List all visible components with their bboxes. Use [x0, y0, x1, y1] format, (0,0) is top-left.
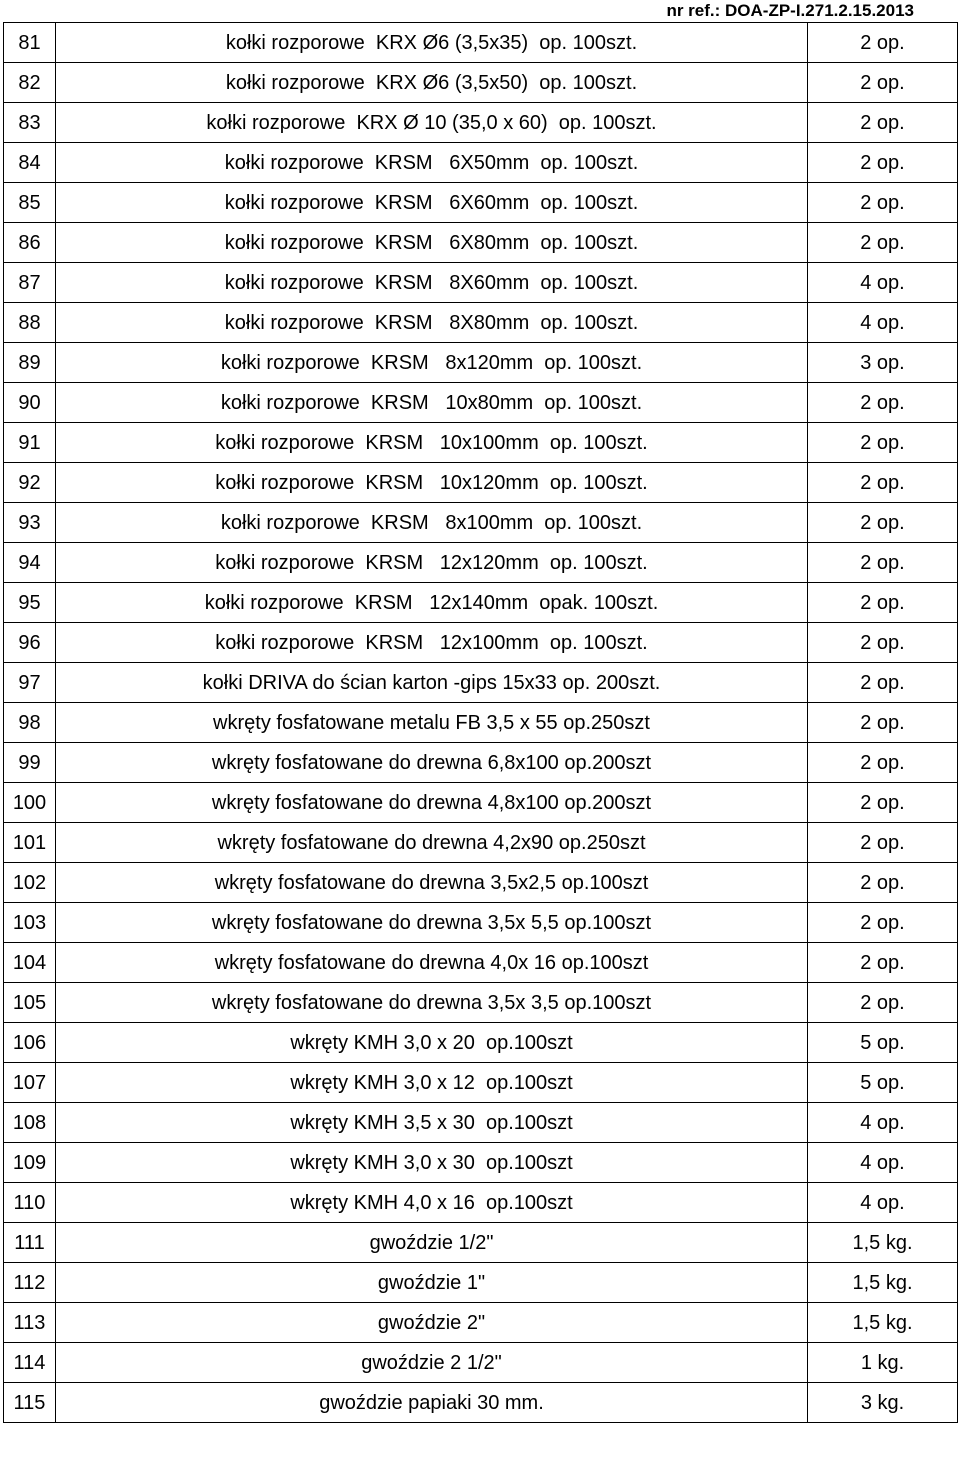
item-name: kołki rozporowe KRSM 6X50mm op. 100szt. [56, 143, 808, 183]
document-reference: nr ref.: DOA-ZP-I.271.2.15.2013 [666, 1, 914, 20]
item-name: kołki rozporowe KRX Ø6 (3,5x35) op. 100szt. [56, 23, 808, 63]
item-quantity: 2 op. [808, 143, 958, 183]
item-name: gwoździe 2 1/2" [56, 1343, 808, 1383]
item-quantity: 4 op. [808, 263, 958, 303]
table-row [4, 783, 958, 823]
item-name: kołki rozporowe KRSM 8x120mm op. 100szt. [56, 343, 808, 383]
item-quantity: 1,5 kg. [808, 1223, 958, 1263]
item-name: wkręty fosfatowane do drewna 3,5x2,5 op.100szt [56, 863, 808, 903]
item-quantity: 2 op. [808, 103, 958, 143]
row-number: 101 [4, 823, 56, 863]
table-row [4, 503, 958, 543]
table-row [4, 743, 958, 783]
row-number: 106 [4, 1023, 56, 1063]
row-number: 92 [4, 463, 56, 503]
row-number: 105 [4, 983, 56, 1023]
table-row [4, 383, 958, 423]
row-number: 103 [4, 903, 56, 943]
item-quantity: 5 op. [808, 1023, 958, 1063]
item-name: gwoździe 1" [56, 1263, 808, 1303]
table-row [4, 423, 958, 463]
item-name: wkręty KMH 3,5 x 30 op.100szt [56, 1103, 808, 1143]
row-number: 107 [4, 1063, 56, 1103]
row-number: 84 [4, 143, 56, 183]
item-name: wkręty fosfatowane do drewna 4,2x90 op.250szt [56, 823, 808, 863]
table-row [4, 943, 958, 983]
row-number: 102 [4, 863, 56, 903]
table-row [4, 983, 958, 1023]
table-row [4, 1103, 958, 1143]
table-row [4, 223, 958, 263]
item-quantity: 2 op. [808, 943, 958, 983]
item-quantity: 2 op. [808, 583, 958, 623]
row-number: 82 [4, 63, 56, 103]
table-row [4, 263, 958, 303]
row-number: 87 [4, 263, 56, 303]
table-row [4, 463, 958, 503]
item-name: kołki rozporowe KRSM 8X80mm op. 100szt. [56, 303, 808, 343]
row-number: 83 [4, 103, 56, 143]
row-number: 113 [4, 1303, 56, 1343]
item-quantity: 4 op. [808, 1103, 958, 1143]
row-number: 86 [4, 223, 56, 263]
table-row [4, 1143, 958, 1183]
row-number: 100 [4, 783, 56, 823]
table-row [4, 583, 958, 623]
row-number: 93 [4, 503, 56, 543]
item-quantity: 2 op. [808, 783, 958, 823]
item-quantity: 1,5 kg. [808, 1303, 958, 1343]
row-number: 115 [4, 1383, 56, 1423]
item-name: kołki rozporowe KRSM 10x100mm op. 100szt. [56, 423, 808, 463]
table-row [4, 1343, 958, 1383]
item-name: wkręty KMH 4,0 x 16 op.100szt [56, 1183, 808, 1223]
item-quantity: 2 op. [808, 543, 958, 583]
item-quantity: 2 op. [808, 863, 958, 903]
item-quantity: 3 kg. [808, 1383, 958, 1423]
item-name: wkręty fosfatowane do drewna 6,8x100 op.200szt [56, 743, 808, 783]
item-quantity: 2 op. [808, 503, 958, 543]
table-row [4, 863, 958, 903]
items-table [3, 22, 958, 1423]
item-name: kołki rozporowe KRSM 12x120mm op. 100szt. [56, 543, 808, 583]
row-number: 104 [4, 943, 56, 983]
table-row [4, 903, 958, 943]
item-quantity: 2 op. [808, 983, 958, 1023]
row-number: 94 [4, 543, 56, 583]
item-name: gwoździe 1/2" [56, 1223, 808, 1263]
row-number: 109 [4, 1143, 56, 1183]
row-number: 114 [4, 1343, 56, 1383]
item-name: gwoździe papiaki 30 mm. [56, 1383, 808, 1423]
item-quantity: 2 op. [808, 23, 958, 63]
row-number: 98 [4, 703, 56, 743]
table-row [4, 1303, 958, 1343]
item-quantity: 4 op. [808, 1183, 958, 1223]
item-quantity: 2 op. [808, 423, 958, 463]
item-name: kołki rozporowe KRSM 12x100mm op. 100szt. [56, 623, 808, 663]
row-number: 89 [4, 343, 56, 383]
item-name: kołki rozporowe KRX Ø6 (3,5x50) op. 100szt. [56, 63, 808, 103]
item-quantity: 1 kg. [808, 1343, 958, 1383]
row-number: 99 [4, 743, 56, 783]
item-quantity: 3 op. [808, 343, 958, 383]
row-number: 108 [4, 1103, 56, 1143]
table-row [4, 343, 958, 383]
item-name: kołki rozporowe KRSM 6X80mm op. 100szt. [56, 223, 808, 263]
table-row [4, 63, 958, 103]
row-number: 90 [4, 383, 56, 423]
item-quantity: 2 op. [808, 743, 958, 783]
table-row [4, 23, 958, 63]
item-quantity: 2 op. [808, 703, 958, 743]
item-quantity: 4 op. [808, 303, 958, 343]
item-quantity: 2 op. [808, 623, 958, 663]
table-row [4, 823, 958, 863]
table-row [4, 623, 958, 663]
item-name: kołki rozporowe KRX Ø 10 (35,0 x 60) op. 100szt. [56, 103, 808, 143]
row-number: 91 [4, 423, 56, 463]
item-name: wkręty fosfatowane do drewna 3,5x 5,5 op.100szt [56, 903, 808, 943]
item-quantity: 2 op. [808, 903, 958, 943]
row-number: 112 [4, 1263, 56, 1303]
row-number: 95 [4, 583, 56, 623]
table-row [4, 303, 958, 343]
item-quantity: 2 op. [808, 383, 958, 423]
row-number: 81 [4, 23, 56, 63]
table-row [4, 1063, 958, 1103]
table-row [4, 103, 958, 143]
item-name: kołki rozporowe KRSM 10x80mm op. 100szt. [56, 383, 808, 423]
item-quantity: 2 op. [808, 223, 958, 263]
table-row [4, 703, 958, 743]
item-quantity: 2 op. [808, 463, 958, 503]
table-row [4, 183, 958, 223]
item-name: wkręty KMH 3,0 x 20 op.100szt [56, 1023, 808, 1063]
table-row [4, 143, 958, 183]
row-number: 111 [4, 1223, 56, 1263]
item-name: wkręty KMH 3,0 x 12 op.100szt [56, 1063, 808, 1103]
table-row [4, 1223, 958, 1263]
item-name: kołki rozporowe KRSM 8x100mm op. 100szt. [56, 503, 808, 543]
item-name: kołki rozporowe KRSM 10x120mm op. 100szt. [56, 463, 808, 503]
item-name: gwoździe 2" [56, 1303, 808, 1343]
item-name: wkręty fosfatowane do drewna 4,0x 16 op.100szt [56, 943, 808, 983]
table-row [4, 1383, 958, 1423]
item-quantity: 2 op. [808, 183, 958, 223]
table-row [4, 1183, 958, 1223]
table-row [4, 663, 958, 703]
item-name: wkręty KMH 3,0 x 30 op.100szt [56, 1143, 808, 1183]
item-name: wkręty fosfatowane do drewna 4,8x100 op.200szt [56, 783, 808, 823]
item-name: kołki rozporowe KRSM 8X60mm op. 100szt. [56, 263, 808, 303]
item-quantity: 2 op. [808, 663, 958, 703]
item-quantity: 4 op. [808, 1143, 958, 1183]
row-number: 85 [4, 183, 56, 223]
row-number: 97 [4, 663, 56, 703]
item-name: kołki DRIVA do ścian karton -gips 15x33 op. 200szt. [56, 663, 808, 703]
table-row [4, 1023, 958, 1063]
row-number: 88 [4, 303, 56, 343]
item-quantity: 2 op. [808, 63, 958, 103]
item-name: wkręty fosfatowane do drewna 3,5x 3,5 op.100szt [56, 983, 808, 1023]
table-row [4, 543, 958, 583]
item-name: wkręty fosfatowane metalu FB 3,5 x 55 op.250szt [56, 703, 808, 743]
row-number: 96 [4, 623, 56, 663]
item-quantity: 2 op. [808, 823, 958, 863]
item-quantity: 5 op. [808, 1063, 958, 1103]
item-name: kołki rozporowe KRSM 6X60mm op. 100szt. [56, 183, 808, 223]
item-quantity: 1,5 kg. [808, 1263, 958, 1303]
table-row [4, 1263, 958, 1303]
row-number: 110 [4, 1183, 56, 1223]
item-name: kołki rozporowe KRSM 12x140mm opak. 100szt. [56, 583, 808, 623]
